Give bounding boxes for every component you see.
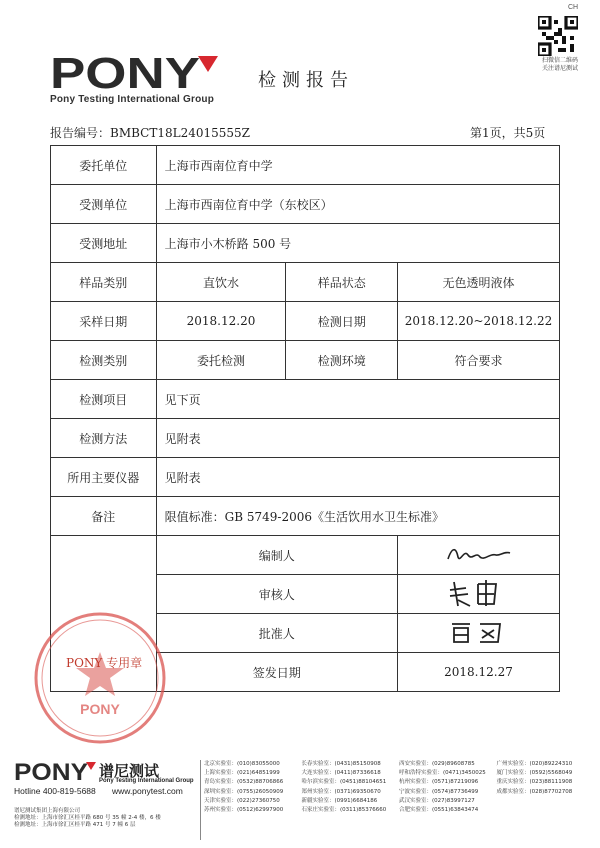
lab-contact-item: 厦门实验室：(0592)5568049 (496, 770, 573, 777)
test-date-value: 2018.12.20~2018.12.22 (398, 302, 560, 341)
qr-code-icon (538, 16, 578, 56)
sample-type-label: 样品类别 (51, 263, 157, 302)
lab-contact-item: 广州实验室：(020)89224310 (496, 761, 573, 767)
test-date-label: 检测日期 (286, 302, 398, 341)
table-row (51, 146, 560, 185)
test-method-label: 检测方法 (51, 419, 157, 458)
table-row (51, 263, 560, 302)
test-items-value: 见下页 (156, 380, 559, 419)
lab-contact-item: 新疆实验室：(0991)6684186 (301, 797, 378, 804)
lab-contact-item: 重庆实验室：(023)88111908 (496, 779, 573, 786)
sample-state-value: 无色透明液体 (398, 263, 560, 302)
lab-contact-item: 青岛实验室：(0532)88706866 (204, 779, 284, 786)
table-row (51, 497, 560, 536)
lab-contact-item: 杭州实验室：(0571)87219096 (399, 779, 479, 786)
lab-contact-item: 上海实验室：(021)64851999 (204, 770, 280, 777)
issue-date-value: 2018.12.27 (398, 653, 560, 692)
lab-contact-item: 合肥实验室：(0551)63843474 (399, 807, 479, 814)
lab-contact-item: 石家庄实验室：(0311)85376660 (301, 807, 387, 814)
page-title: 检测报告 (258, 70, 354, 91)
svg-text:PONY: PONY (14, 760, 88, 782)
issue-date-label: 签发日期 (156, 653, 397, 692)
lab-contact-item: 西安实验室：(029)89608785 (399, 761, 475, 767)
page-info: 第1页，共5页 (470, 126, 546, 140)
lab-column (302, 760, 396, 815)
sampling-date-value: 2018.12.20 (156, 302, 286, 341)
test-method-value: 见附表 (156, 419, 559, 458)
lab-contact-item: 武汉实验室：(027)83997127 (399, 797, 475, 804)
lab-contact-item: 天津实验室：(022)27360750 (204, 797, 280, 804)
page-corner-mark: CH (568, 4, 579, 11)
table-row (51, 302, 560, 341)
tested-unit-value: 上海市西南位育中学（东校区） (156, 185, 559, 224)
footer-company-cn: 谱尼测试 (99, 762, 160, 780)
sampling-date-label: 采样日期 (51, 302, 157, 341)
remarks-value: 限值标准：GB 5749-2006《生活饮用水卫生标准》 (156, 497, 559, 536)
test-type-value: 委托检测 (156, 341, 286, 380)
footer-pony-logo (14, 760, 96, 782)
instruments-label: 所用主要仪器 (51, 458, 157, 497)
svg-text:PONY: PONY (50, 52, 200, 92)
company-seal-icon (32, 610, 168, 746)
table-row (51, 380, 560, 419)
reviewed-signature (398, 575, 560, 614)
test-type-label: 检测类别 (51, 341, 157, 380)
lab-column (399, 760, 493, 815)
instruments-value: 见附表 (156, 458, 559, 497)
hotline: Hotline 400-819-5688 (14, 786, 96, 796)
table-row (51, 185, 560, 224)
logo-subtitle: Pony Testing International Group (50, 94, 214, 105)
lab-contact-item: 哈尔滨实验室：(0451)88104651 (301, 779, 387, 786)
table-row (51, 536, 560, 575)
test-env-label: 检测环境 (286, 341, 398, 380)
address-value: 上海市小木桥路 500 号 (156, 224, 559, 263)
prepared-signature (398, 536, 560, 575)
svg-text:PONY: PONY (80, 701, 120, 717)
address-label: 受测地址 (51, 224, 157, 263)
test-env-value: 符合要求 (398, 341, 560, 380)
lab-contact-item: 长春实验室：(0431)85150908 (301, 761, 381, 767)
lab-column (497, 760, 591, 815)
lab-contact-item: 成都实验室：(028)87702708 (496, 788, 573, 795)
sample-state-label: 样品状态 (286, 263, 398, 302)
sample-type-value: 直饮水 (156, 263, 286, 302)
footer-address: 谱尼测试集团上海有限公司 检测地址：上海市徐汇区桂平路 680 号 35 幢 2-4 楼，6 楼 检测地址：上海市徐汇区桂平路 471 号 7 幢 6 层 (14, 808, 161, 828)
lab-contacts (204, 760, 590, 815)
lab-contact-item: 呼和浩特实验室：(0471)3450025 (399, 770, 486, 777)
footer-divider (200, 760, 201, 840)
lab-contact-item: 郑州实验室：(0371)69350670 (301, 788, 381, 795)
approved-signature (398, 614, 560, 653)
lab-contact-item: 大连实验室：(0411)87336618 (301, 770, 381, 777)
client-value: 上海市西南位育中学 (156, 146, 559, 185)
lab-contact-item: 深圳实验室：(0755)26050909 (204, 788, 284, 795)
footer-company-en: Pony Testing International Group (99, 778, 194, 784)
table-row (51, 224, 560, 263)
reviewed-by-label: 审核人 (156, 575, 397, 614)
website-link[interactable]: www.ponytest.com (112, 786, 183, 796)
table-row (51, 341, 560, 380)
pony-logo (50, 52, 220, 92)
prepared-by-label: 编制人 (156, 536, 397, 575)
lab-contact-item: 苏州实验室：(0512)62997900 (204, 807, 284, 814)
test-items-label: 检测项目 (51, 380, 157, 419)
lab-contact-item: 宁波实验室：(0574)87736499 (399, 788, 479, 795)
table-row (51, 419, 560, 458)
seal-label: PONY 专用章 (66, 656, 143, 670)
approved-by-label: 批准人 (156, 614, 397, 653)
client-label: 委托单位 (51, 146, 157, 185)
lab-contact-item: 北京实验室：(010)83055000 (204, 761, 280, 767)
lab-column (204, 760, 298, 815)
qr-caption: 扫微信二维码 关注谱尼测试 (541, 57, 578, 72)
report-number: 报告编号：BMBCT18L24015555Z (50, 126, 250, 140)
remarks-label: 备注 (51, 497, 157, 536)
tested-unit-label: 受测单位 (51, 185, 157, 224)
table-row (51, 458, 560, 497)
